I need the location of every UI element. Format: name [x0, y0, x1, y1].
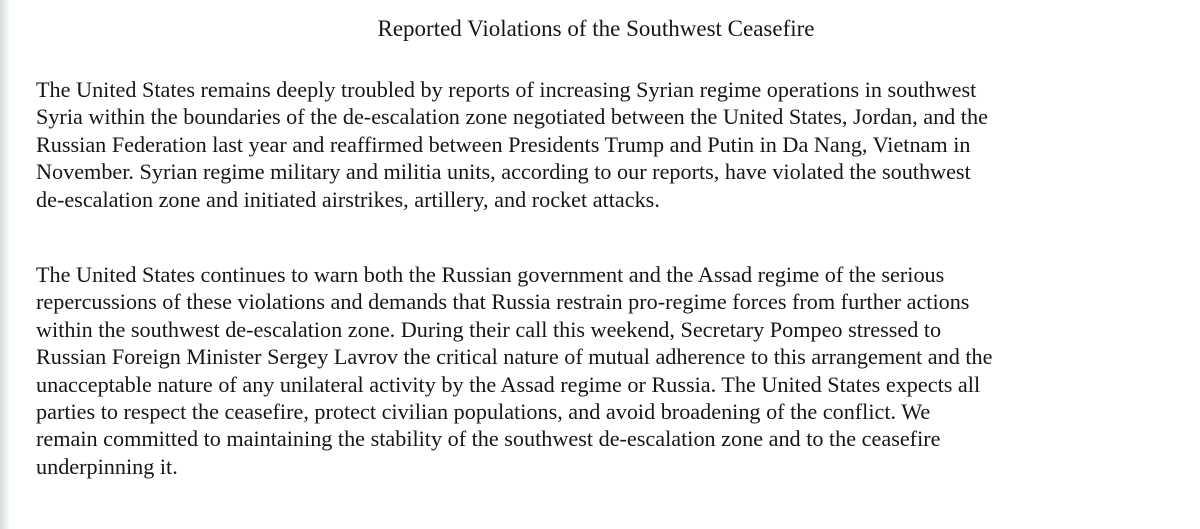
- paragraph-line: repercussions of these violations and demands that Russia restrain pro-regime forces from further actions: [36, 289, 970, 315]
- paragraph-line: unacceptable nature of any unilateral activity by the Assad regime or Russia. The United States expects all: [36, 371, 981, 397]
- paragraph-line: parties to respect the ceasefire, protect civilian populations, and avoid broadening of the conflict. We: [36, 399, 931, 425]
- paragraph-line: Syria within the boundaries of the de-escalation zone negotiated between the United States, Jordan, and the: [36, 104, 988, 130]
- page-edge-shadow: [0, 0, 10, 529]
- paragraph-line: de-escalation zone and initiated airstrikes, artillery, and rocket attacks.: [36, 186, 660, 212]
- paragraph-line: The United States remains deeply troubled by reports of increasing Syrian regime operations in southwest: [36, 77, 977, 102]
- paragraph-line: The United States continues to warn both the Russian government and the Assad regime of the serious: [36, 262, 945, 287]
- paragraph: [36, 261, 992, 480]
- document-title: Reported Violations of the Southwest Ceasefire: [377, 16, 815, 41]
- paragraph-line: Russian Foreign Minister Sergey Lavrov the critical nature of mutual adherence to this arrangement and the: [36, 344, 993, 370]
- paragraph-line: Russian Federation last year and reaffirmed between Presidents Trump and Putin in Da Nang, Vietnam in: [36, 131, 971, 157]
- paragraph-line: November. Syrian regime military and militia units, according to our reports, have violated the southwest: [36, 159, 971, 185]
- paragraph-line: underpinning it.: [36, 453, 178, 479]
- document: [36, 0, 1196, 529]
- paragraph: [36, 76, 988, 213]
- paragraph-line: remain committed to maintaining the stability of the southwest de-escalation zone and to the ceasefire: [36, 426, 941, 452]
- paragraph-line: within the southwest de-escalation zone. During their call this weekend, Secretary Pompeo stressed to: [36, 316, 942, 342]
